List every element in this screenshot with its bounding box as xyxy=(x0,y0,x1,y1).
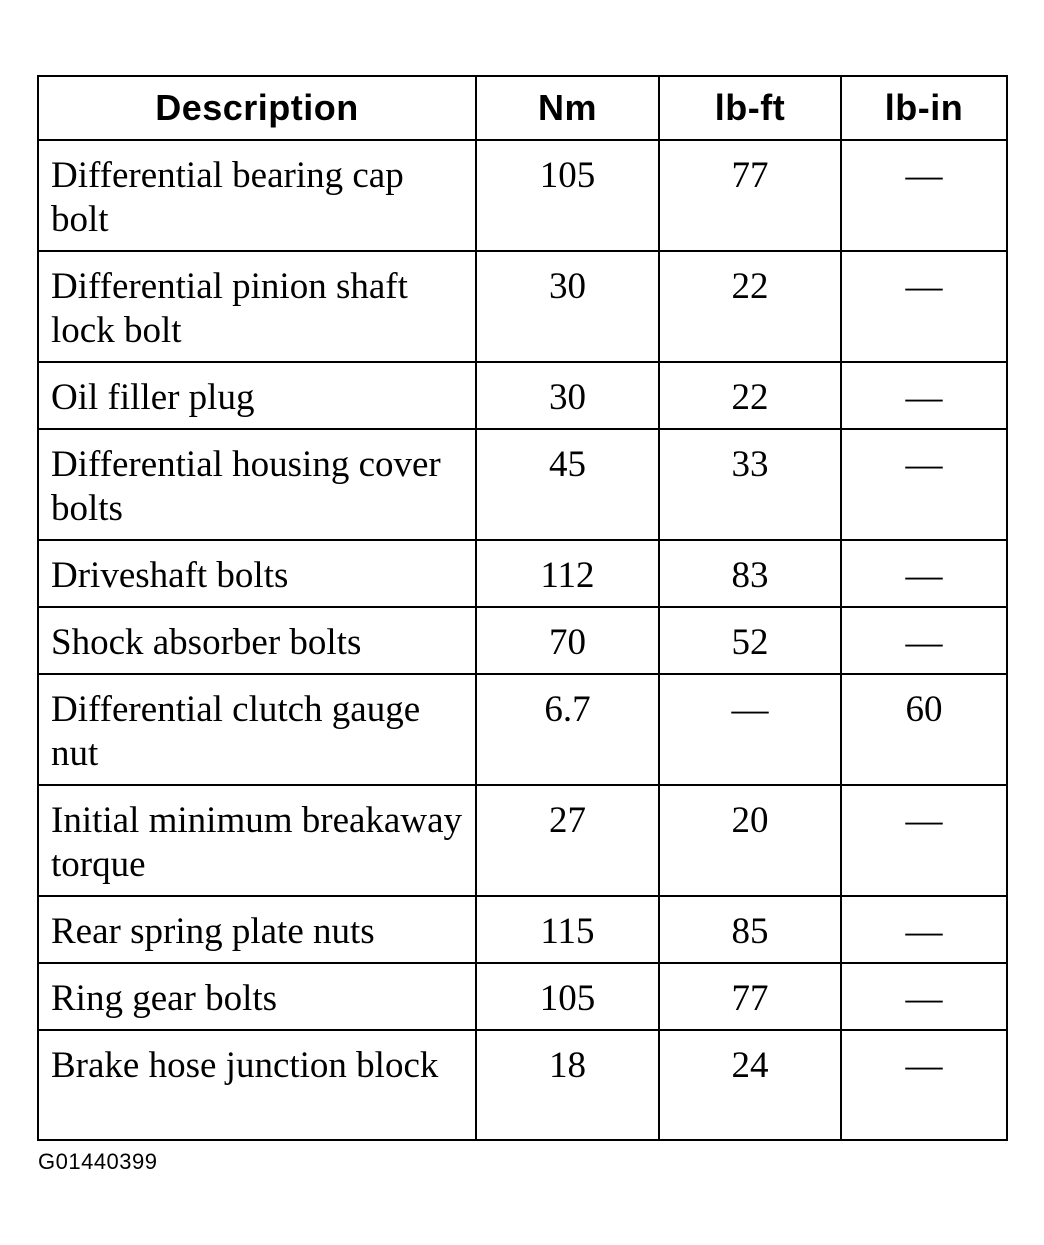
cell-description: Differential bearing cap bolt xyxy=(38,140,476,251)
cell-lb-in: — xyxy=(841,785,1007,896)
cell-lb-in: — xyxy=(841,607,1007,674)
header-description: Description xyxy=(38,76,476,140)
torque-spec-table xyxy=(37,75,1008,1141)
table-row xyxy=(38,140,1007,251)
cell-description: Ring gear bolts xyxy=(38,963,476,1030)
cell-lb-in: — xyxy=(841,362,1007,429)
cell-nm: 70 xyxy=(476,607,659,674)
table-row xyxy=(38,896,1007,963)
cell-lb-ft: 24 xyxy=(659,1030,841,1140)
cell-lb-in: — xyxy=(841,963,1007,1030)
cell-lb-ft: — xyxy=(659,674,841,785)
cell-nm: 18 xyxy=(476,1030,659,1140)
cell-lb-in: — xyxy=(841,896,1007,963)
header-nm: Nm xyxy=(476,76,659,140)
cell-lb-ft: 83 xyxy=(659,540,841,607)
cell-description: Brake hose junction block xyxy=(38,1030,476,1140)
cell-lb-in: — xyxy=(841,251,1007,362)
cell-nm: 45 xyxy=(476,429,659,540)
cell-lb-in: 60 xyxy=(841,674,1007,785)
cell-lb-in: — xyxy=(841,140,1007,251)
cell-lb-ft: 52 xyxy=(659,607,841,674)
table-row xyxy=(38,540,1007,607)
cell-nm: 30 xyxy=(476,251,659,362)
cell-nm: 105 xyxy=(476,140,659,251)
table-row xyxy=(38,785,1007,896)
cell-lb-ft: 22 xyxy=(659,362,841,429)
cell-lb-ft: 85 xyxy=(659,896,841,963)
cell-lb-ft: 77 xyxy=(659,963,841,1030)
cell-lb-ft: 22 xyxy=(659,251,841,362)
cell-nm: 105 xyxy=(476,963,659,1030)
cell-lb-ft: 77 xyxy=(659,140,841,251)
cell-description: Differential pinion shaft lock bolt xyxy=(38,251,476,362)
header-lb-ft: lb-ft xyxy=(659,76,841,140)
table-row xyxy=(38,362,1007,429)
cell-nm: 6.7 xyxy=(476,674,659,785)
figure-code: G01440399 xyxy=(38,1149,158,1174)
cell-nm: 112 xyxy=(476,540,659,607)
cell-description: Driveshaft bolts xyxy=(38,540,476,607)
table-row xyxy=(38,429,1007,540)
cell-nm: 27 xyxy=(476,785,659,896)
cell-lb-in: — xyxy=(841,429,1007,540)
cell-lb-in: — xyxy=(841,540,1007,607)
cell-description: Initial minimum breakaway torque xyxy=(38,785,476,896)
cell-nm: 115 xyxy=(476,896,659,963)
header-lb-in: lb-in xyxy=(841,76,1007,140)
cell-description: Oil filler plug xyxy=(38,362,476,429)
table-row xyxy=(38,963,1007,1030)
table-row xyxy=(38,251,1007,362)
cell-description: Differential housing cover bolts xyxy=(38,429,476,540)
table-row xyxy=(38,1030,1007,1140)
table-header-row xyxy=(38,76,1007,140)
cell-lb-ft: 20 xyxy=(659,785,841,896)
cell-description: Differential clutch gauge nut xyxy=(38,674,476,785)
cell-lb-in: — xyxy=(841,1030,1007,1140)
cell-description: Rear spring plate nuts xyxy=(38,896,476,963)
cell-description: Shock absorber bolts xyxy=(38,607,476,674)
cell-lb-ft: 33 xyxy=(659,429,841,540)
table-row xyxy=(38,674,1007,785)
table-row xyxy=(38,607,1007,674)
cell-nm: 30 xyxy=(476,362,659,429)
